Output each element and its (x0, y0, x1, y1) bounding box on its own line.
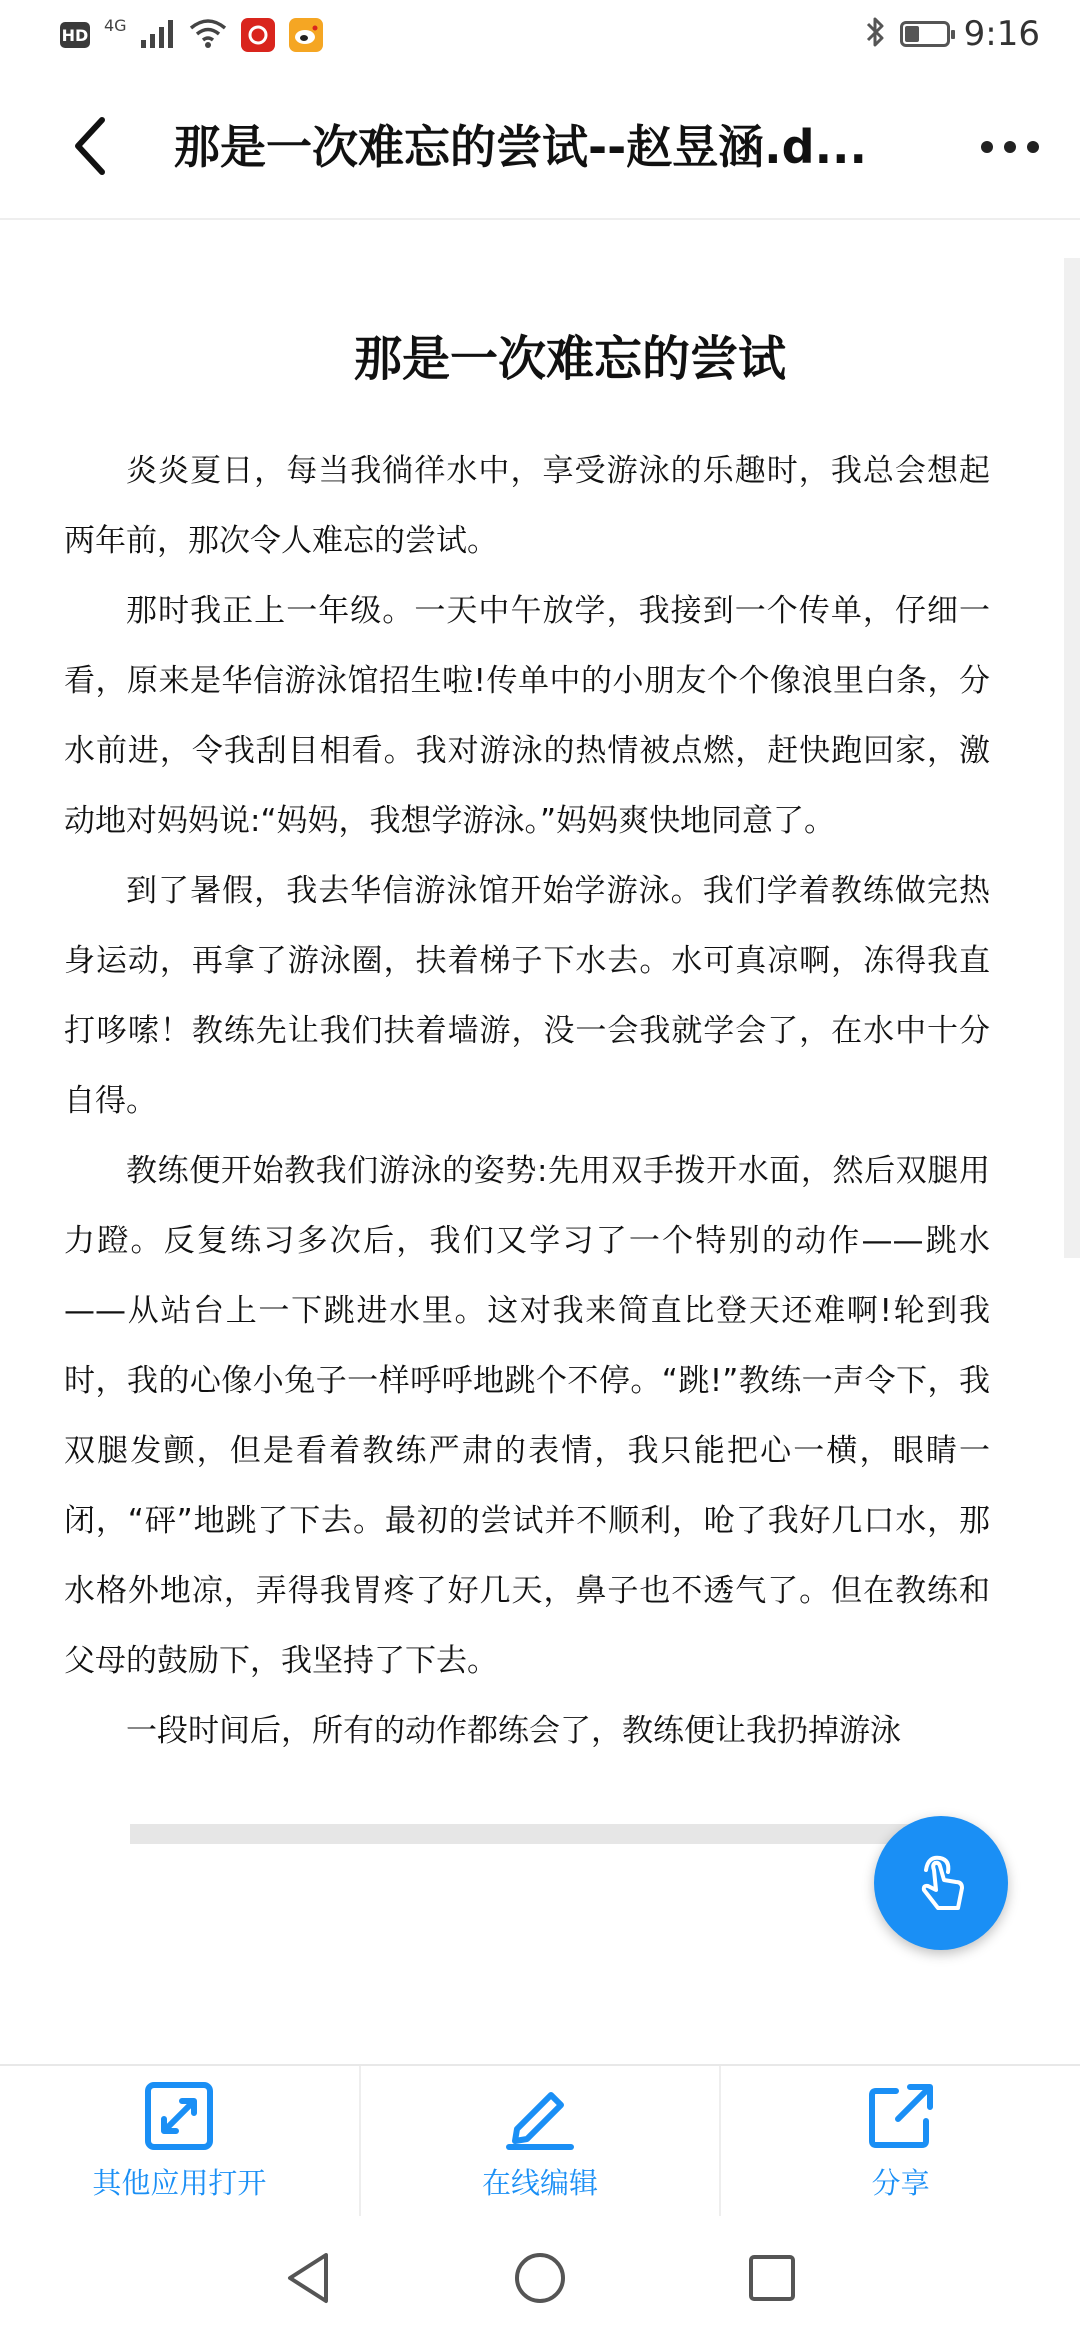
share-label: 分享 (871, 2165, 930, 2200)
bottom-action-bar (0, 2064, 1080, 2216)
paragraph: 那时我正上一年级。一天中午放学，我接到一个传单，仔细一看，原来是华信游泳馆招生啦!传单中的小朋友个个像浪里白条，分水前进，令我刮目相看。我对游泳的热情被点燃，赶快跑回家，激动地对妈妈说:“妈妈，我想学游泳。”妈妈爽快地同意了。 (64, 593, 990, 839)
battery-level (905, 26, 919, 42)
status-left (60, 18, 323, 52)
paragraph: 一段时间后，所有的动作都练会了，教练便让我扔掉游泳 (126, 1713, 901, 1749)
chevron-left-icon (70, 116, 110, 176)
status-right (864, 14, 1040, 54)
open-external-expand-icon (144, 2081, 214, 2151)
open-with-other-app-label: 其他应用打开 (92, 2165, 267, 2200)
more-options-button[interactable] (970, 112, 1050, 182)
online-edit-button[interactable] (359, 2066, 720, 2216)
document-viewer[interactable] (0, 220, 1080, 2030)
document-body (64, 436, 990, 1766)
app-bar (0, 76, 1080, 220)
signal-icon (141, 18, 175, 52)
bluetooth-icon (864, 16, 886, 52)
pencil-edit-icon (505, 2081, 575, 2151)
touch-mode-button[interactable] (874, 1816, 1008, 1950)
horizontal-scrollbar[interactable] (130, 1824, 945, 1844)
more-dots-icon (980, 140, 1040, 154)
paragraph: 教练便开始教我们游泳的姿势:先用双手拨开水面，然后双腿用力蹬。反复练习多次后，我们又学习了一个特别的动作——跳水——从站台上一下跳进水里。这对我来简直比登天还难啊!轮到我时，我的心像小兔子一样呼呼地跳个不停。“跳!”教练一声令下，我双腿发颤，但是看着教练严肃的表情，我只能把心一横，眼睛一闭，“砰”地跳了下去。最初的尝试并不顺利，呛了我好几口水，那水格外地凉，弄得我胃疼了好几天，鼻子也不透气了。但在教练和父母的鼓励下，我坚持了下去。 (64, 1153, 990, 1679)
back-button[interactable] (50, 106, 130, 186)
paragraph: 炎炎夏日，每当我徜徉水中，享受游泳的乐趣时，我总会想起两年前，那次令人难忘的尝试。 (64, 453, 990, 559)
nav-back-button[interactable] (278, 2248, 338, 2308)
clock: 9:16 (963, 14, 1040, 54)
news-app-icon (241, 18, 275, 52)
triangle-back-icon (284, 2251, 332, 2305)
open-with-other-app-button[interactable] (0, 2066, 359, 2216)
nav-recents-button[interactable] (742, 2248, 802, 2308)
document-page (0, 220, 1062, 2030)
paragraph: 到了暑假，我去华信游泳馆开始学游泳。我们学着教练做完热身运动，再拿了游泳圈，扶着梯子下水去。水可真凉啊，冻得我直打哆嗦！教练先让我们扶着墙游，没一会我就学会了，在水中十分自得。 (64, 873, 990, 1119)
weibo-icon (289, 18, 323, 52)
network-type: 4G (104, 16, 127, 35)
share-icon (866, 2081, 936, 2151)
online-edit-label: 在线编辑 (482, 2165, 599, 2200)
circle-home-icon (513, 2251, 567, 2305)
vertical-scrollbar[interactable] (1064, 258, 1080, 1258)
document-heading: 那是一次难忘的尝试 (353, 331, 786, 387)
hd-badge: HD (60, 22, 90, 48)
hand-tap-icon (906, 1848, 976, 1918)
system-navigation-bar (0, 2216, 1080, 2340)
square-recents-icon (747, 2253, 797, 2303)
share-button[interactable] (719, 2066, 1080, 2216)
battery-icon (900, 21, 950, 47)
wifi-icon (189, 18, 227, 52)
status-bar (0, 0, 1080, 76)
nav-home-button[interactable] (510, 2248, 570, 2308)
document-title: 那是一次难忘的尝试--赵昱涵.d... (174, 120, 868, 174)
